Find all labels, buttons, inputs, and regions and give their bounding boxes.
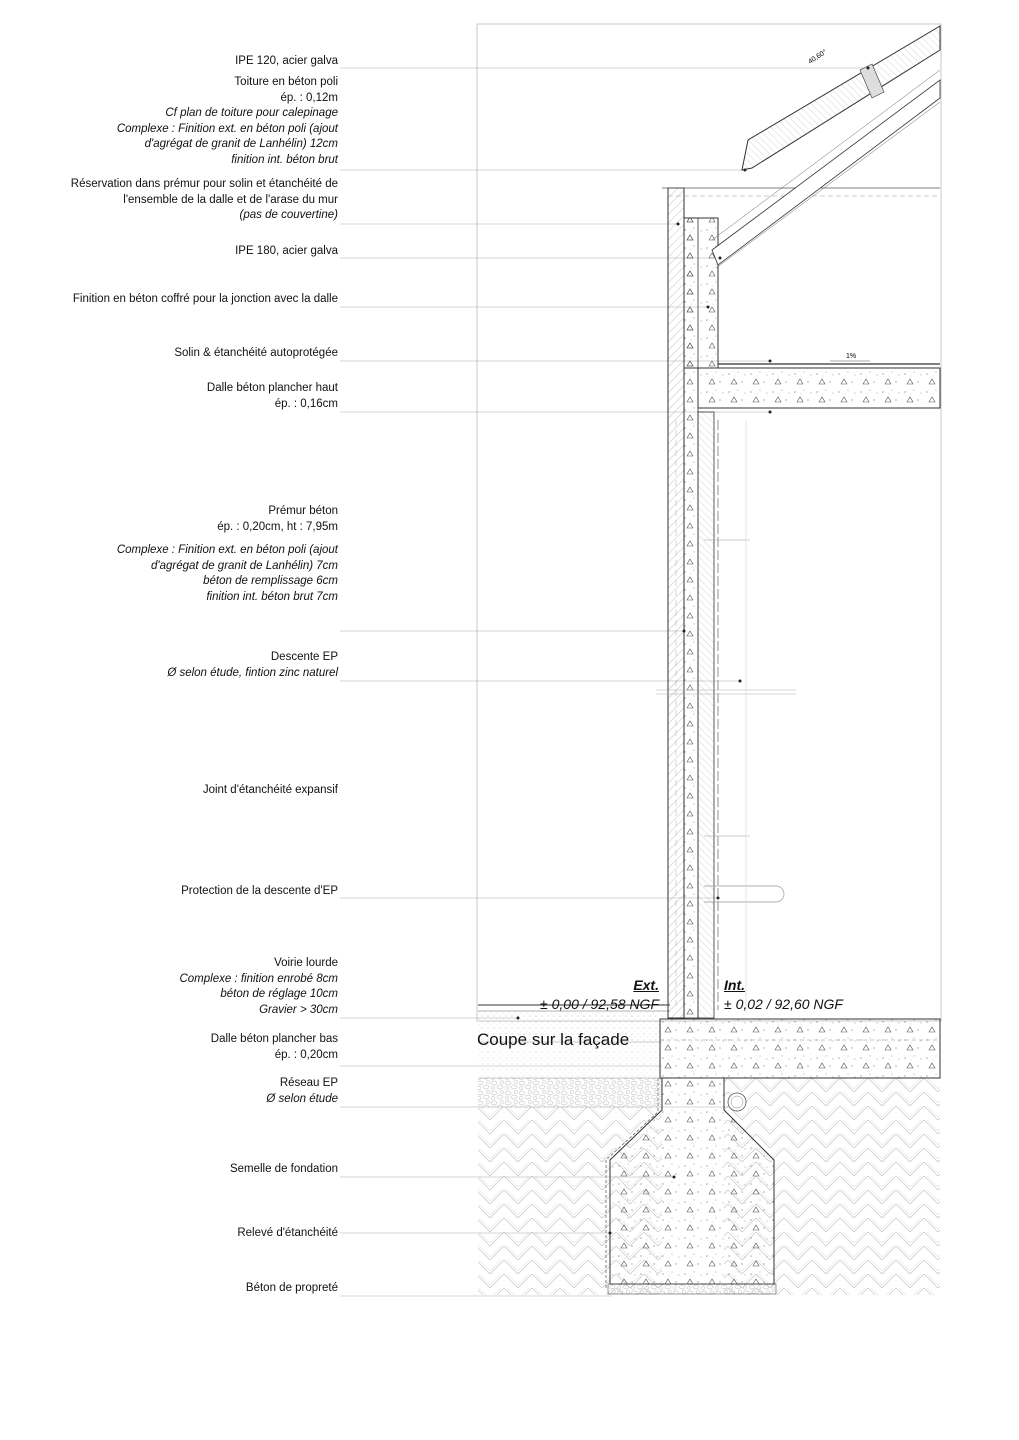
annotation-joint: Joint d'étanchéité expansif (202, 784, 338, 796)
level-interior (724, 976, 843, 1014)
drain-pipe (728, 1093, 746, 1111)
blinding-concrete (608, 1284, 776, 1294)
annotation-reseau: Réseau EP Ø selon étude (266, 1077, 338, 1105)
slope-text: 1% (846, 353, 857, 360)
wall-int-finish (698, 412, 714, 1018)
roof-slab (742, 26, 940, 170)
level-exterior-value: ± 0,00 / 92,58 NGF (540, 996, 659, 1012)
parapet-core (684, 218, 718, 368)
level-exterior (540, 976, 659, 1014)
annotation-finition: Finition en béton coffré pour la jonction avec la dalle (72, 293, 338, 305)
annotation-ipe180: IPE 180, acier galva (235, 245, 338, 257)
level-interior-value: ± 0,02 / 92,60 NGF (724, 996, 843, 1012)
gravel-layer (478, 1078, 662, 1108)
annotation-solin: Solin & étanchéité autoprotégée (174, 347, 338, 359)
annotation-protection: Protection de la descente d'EP (181, 885, 338, 897)
annotation-semelle: Semelle de fondation (229, 1163, 338, 1175)
annotation-voirie: Voirie lourde Complexe : finition enrobé 8cm béton de réglage 10cm Gravier > 30cm (179, 957, 338, 1016)
upper-floor-slab (698, 368, 940, 408)
annotation-releve: Relevé d'étanchéité (237, 1227, 338, 1239)
annotation-descente: Descente EP Ø selon étude, fintion zinc naturel (167, 651, 338, 679)
annotation-dalle-haut: Dalle béton plancher haut ép. : 0,16cm (206, 382, 338, 410)
level-exterior-title: Ext. (633, 977, 659, 993)
annotation-premur: Prémur béton ép. : 0,20cm, ht : 7,95m Complexe : Finition ext. en béton poli (ajout d'agrégat de granit de Lanhélin) 7cm béton de remplissage 6cm finition int. béton brut 7cm (116, 505, 338, 603)
lower-floor-slab (660, 1019, 940, 1078)
roof-angle-text: 40,60° (807, 48, 829, 66)
downpipe-protection (704, 886, 784, 902)
annotation-reservation: Réservation dans prémur pour solin et étanchéité de l'ensemble de la dalle et de l'arase du mur (pas de couvertine) (70, 178, 338, 221)
annotation-toiture: Toiture en béton poli ép. : 0,12m Cf plan de toiture pour calepinage Complexe : Finition ext. en béton poli (ajout d'agrégat de granit de Lanhélin) 12cm finition int. béton brut (116, 76, 338, 166)
level-interior-title: Int. (724, 977, 745, 993)
drawing-caption: Coupe sur la façade (477, 1030, 630, 1049)
annotation-proprete: Béton de propreté (245, 1282, 338, 1294)
annotation-dalle-bas: Dalle béton plancher bas ép. : 0,20cm (210, 1033, 338, 1061)
annotation-ipe120: IPE 120, acier galva (235, 55, 338, 67)
